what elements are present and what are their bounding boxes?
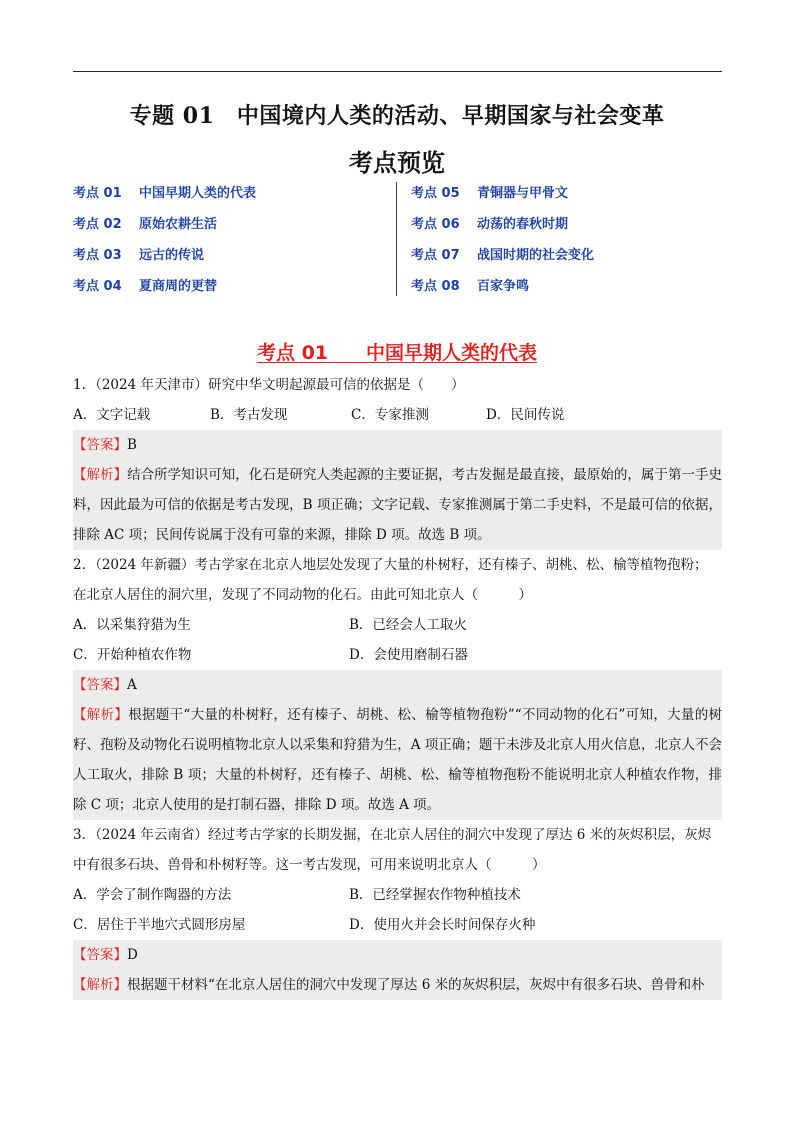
option-d: D．使用火并会长时间保存火种 (349, 917, 536, 933)
question-options (73, 880, 722, 910)
analysis-block (73, 700, 722, 820)
analysis-block (73, 970, 722, 1000)
toc-item-number: 考点 02 (73, 217, 122, 232)
question-options (73, 640, 722, 670)
answer-tag: 【答案】 (73, 947, 127, 963)
answer-line (73, 940, 722, 970)
toc-item-number: 考点 05 (411, 186, 460, 201)
question-stem: 在北京人居住的洞穴里，发现了不同动物的化石。由此可知北京人（ ） (73, 587, 532, 603)
toc-item[interactable] (411, 180, 731, 211)
option-a: A．学会了制作陶器的方法 (73, 887, 232, 903)
answer-value: D (127, 947, 138, 963)
answer-value: B (127, 437, 137, 453)
analysis-tag: 【解析】 (73, 707, 129, 723)
option-c: C．专家推测 (351, 407, 429, 423)
toc-item[interactable] (73, 180, 393, 211)
toc-item[interactable] (411, 242, 731, 273)
toc-item-number: 考点 08 (411, 279, 460, 294)
page-title: 专题 01 中国境内人类的活动、早期国家与社会变革 (129, 103, 665, 129)
option-b: B．已经会人工取火 (349, 617, 467, 633)
option-b: B．考古发现 (210, 407, 288, 423)
question-options (73, 910, 722, 940)
toc-item[interactable] (73, 242, 393, 273)
toc-item-label: 夏商周的更替 (139, 279, 218, 294)
answer-tag: 【答案】 (73, 437, 127, 453)
toc-item-number: 考点 04 (73, 279, 122, 294)
section-heading: 考点 01 中国早期人类的代表 (256, 342, 538, 364)
question-options (73, 400, 722, 430)
toc-item[interactable] (73, 211, 393, 242)
question-options (73, 610, 722, 640)
toc-divider (396, 182, 397, 296)
question-stem: 3．（2024 年云南省）经过考古学家的长期发掘，在北京人居住的洞穴中发现了厚达 6 米的灰烬积层，灰烬 (73, 827, 712, 843)
toc-item-number: 考点 03 (73, 248, 122, 263)
analysis-tag: 【解析】 (73, 467, 128, 483)
answer-tag: 【答案】 (73, 677, 127, 693)
toc-item-label: 百家争鸣 (477, 279, 530, 294)
toc-right-column (411, 180, 731, 304)
toc-item[interactable] (73, 273, 393, 304)
header-rule (73, 71, 722, 72)
analysis-text: 结合所学知识可知，化石是研究人类起源的主要证据，考古发掘是最直接，最原始的，属于第一手史料，因此最为可信的依据是考古发现，B 项正确；文字记载、专家推测属于第二手史料，不是最可信的依据，排除 AC 项；民间传说属于没有可靠的来源，排除 D 项。故选 B 项。 (73, 467, 723, 543)
toc-item[interactable] (411, 273, 731, 304)
toc-item-number: 考点 01 (73, 186, 122, 201)
question-list (73, 370, 722, 1000)
toc-item[interactable] (411, 211, 731, 242)
question-stem: 中有很多石块、兽骨和朴树籽等。这一考古发现，可用来说明北京人（ ） (73, 857, 546, 873)
analysis-text: 根据题干材料“在北京人居住的洞穴中发现了厚达 6 米的灰烬积层，灰烬中有很多石块、兽骨和朴 (127, 977, 705, 993)
analysis-text: 根据题干“大量的朴树籽，还有榛子、胡桃、松、榆等植物孢粉”“不同动物的化石”可知，大量的树籽、孢粉及动物化石说明植物北京人以采集和狩猎为生，A 项正确；题干未涉及北京人用火信息，北京人不会人工取火，排除 B 项；大量的朴树籽，还有榛子、胡桃、松、榆等植物孢粉不能说明北京人种植农作物，排除 C 项；北京人使用的是打制石器，排除 D 项。故选 A 项。 (73, 707, 723, 813)
answer-line (73, 670, 722, 700)
option-b: B．已经掌握农作物种植技术 (349, 887, 521, 903)
toc-left-column (73, 180, 393, 304)
page-subtitle: 考点预览 (349, 148, 445, 177)
option-a: A．以采集狩猎为生 (73, 617, 191, 633)
analysis-tag: 【解析】 (73, 977, 127, 993)
question-stem: 2．（2024 年新疆）考古学家在北京人地层处发现了大量的朴树籽，还有榛子、胡桃、松、榆等植物孢粉； (73, 557, 708, 573)
toc-item-label: 中国早期人类的代表 (139, 186, 257, 201)
toc-item-label: 战国时期的社会变化 (477, 248, 595, 263)
option-d: D．民间传说 (486, 407, 565, 423)
answer-line (73, 430, 722, 460)
toc-item-label: 原始农耕生活 (139, 217, 218, 232)
question-stem: 1．（2024 年天津市）研究中华文明起源最可信的依据是（ ） (73, 377, 465, 393)
toc-item-number: 考点 07 (411, 248, 460, 263)
analysis-block (73, 460, 722, 550)
toc-item-label: 远古的传说 (139, 248, 205, 263)
toc-item-label: 青铜器与甲骨文 (477, 186, 569, 201)
option-c: C．居住于半地穴式圆形房屋 (73, 917, 246, 933)
toc (73, 180, 722, 300)
option-a: A．文字记载 (73, 407, 151, 423)
option-c: C．开始种植农作物 (73, 647, 192, 663)
toc-item-label: 动荡的春秋时期 (477, 217, 569, 232)
option-d: D．会使用磨制石器 (349, 647, 468, 663)
toc-item-number: 考点 06 (411, 217, 460, 232)
answer-value: A (127, 677, 137, 693)
